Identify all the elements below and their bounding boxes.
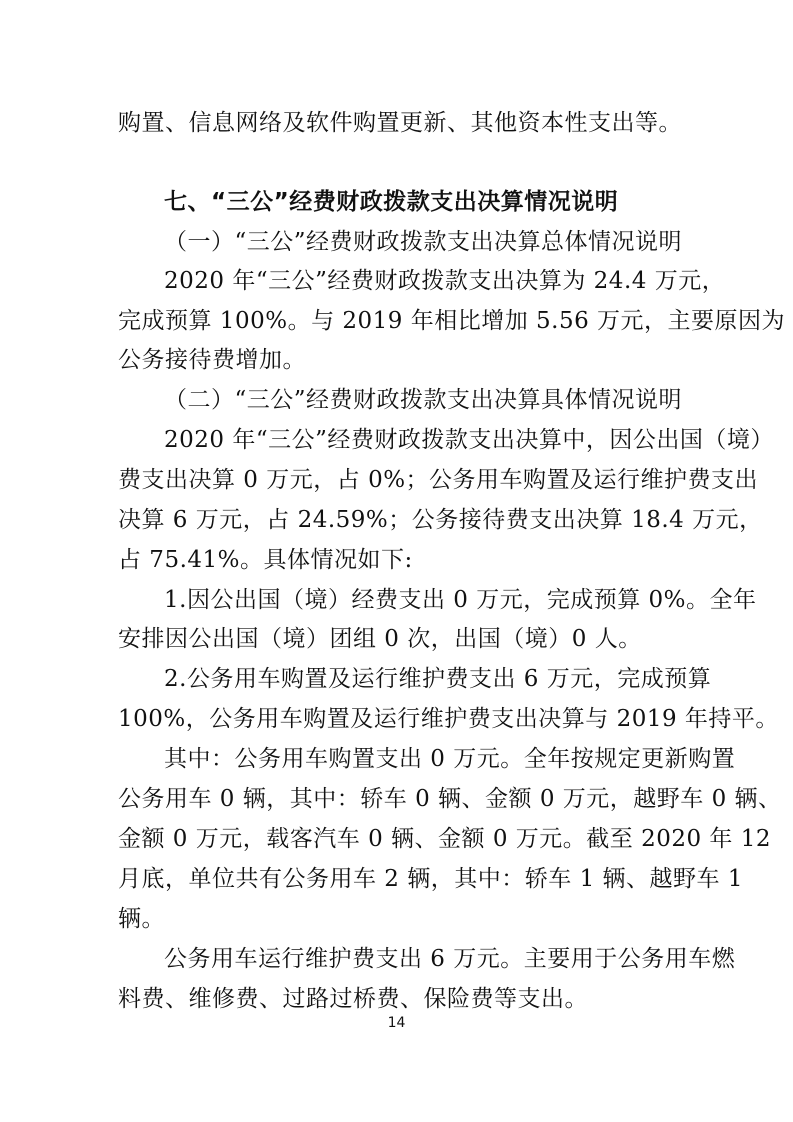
text-line: 公务用车运行维护费支出 6 万元。主要用于公务用车燃 (164, 946, 736, 972)
text-line: 完成预算 100%。与 2019 年相比增加 5.56 万元，主要原因为 (118, 308, 786, 334)
text-line: 金额 0 万元，载客汽车 0 辆、金额 0 万元。截至 2020 年 12 (118, 826, 771, 852)
text-line: 2020 年“三公”经费财政拨款支出决算中，因公出国（境） (164, 427, 774, 453)
text-line: 2.公务用车购置及运行维护费支出 6 万元，完成预算 (164, 666, 712, 692)
section-heading: 七、“三公”经费财政拨款支出决算情况说明 (164, 189, 619, 215)
subsection-heading: （二）“三公”经费财政拨款支出决算具体情况说明 (164, 387, 683, 413)
text-line: 辆。 (118, 906, 165, 932)
text-line: 安排因公出国（境）团组 0 次，出国（境）0 人。 (118, 626, 642, 652)
text-line: 其中：公务用车购置支出 0 万元。全年按规定更新购置 (164, 746, 736, 772)
subsection-heading: （一）“三公”经费财政拨款支出决算总体情况说明 (164, 229, 683, 255)
page-number: 14 (387, 1015, 406, 1031)
text-line: 料费、维修费、过路过桥费、保险费等支出。 (118, 986, 588, 1012)
text-line: 决算 6 万元，占 24.59%；公务接待费支出决算 18.4 万元， (118, 507, 763, 533)
text-line: 公务用车 0 辆，其中：轿车 0 辆、金额 0 万元，越野车 0 辆、 (118, 786, 782, 812)
text-line: 2020 年“三公”经费财政拨款支出决算为 24.4 万元， (164, 268, 726, 294)
text-line: 占 75.41%。具体情况如下: (118, 547, 413, 573)
text-line: 购置、信息网络及软件购置更新、其他资本性支出等。 (118, 110, 682, 136)
text-line: 100%，公务用车购置及运行维护费支出决算与 2019 年持平。 (118, 706, 779, 732)
text-line: 公务接待费增加。 (118, 347, 306, 373)
text-line: 月底，单位共有公务用车 2 辆，其中：轿车 1 辆、越野车 1 (118, 866, 743, 892)
text-line: 费支出决算 0 万元，占 0%；公务用车购置及运行维护费支出 (118, 467, 759, 493)
text-line: 1.因公出国（境）经费支出 0 万元，完成预算 0%。全年 (164, 587, 757, 613)
